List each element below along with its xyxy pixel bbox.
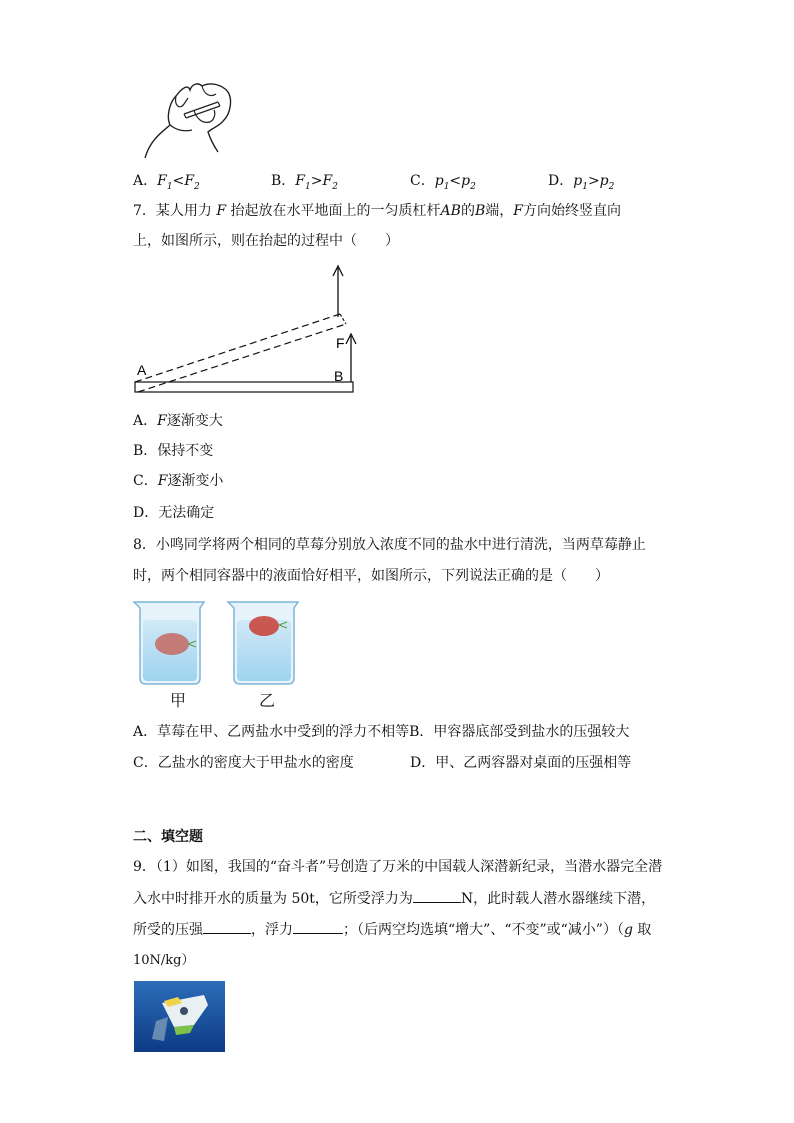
beaker-label-jia: 甲 <box>170 691 187 710</box>
q8-option-a[interactable]: A．草莓在甲、乙两盐水中受到的浮力不相等 <box>133 724 410 740</box>
lever-label-b: B <box>334 368 344 384</box>
q6-option-d[interactable]: D．$p_1>p_2$ <box>548 173 615 192</box>
q7-option-b[interactable]: B．保持不变 <box>133 443 214 459</box>
q7-stem-line1: 7．某人用力 F 抬起放在水平地面上的一匀质杠杆AB的B端，F方向始终竖直向 <box>133 203 621 219</box>
q8-option-d[interactable]: D．甲、乙两容器对桌面的压强相等 <box>410 755 632 771</box>
q8-stem-line2: 时，两个相同容器中的液面恰好相平，如图所示，下列说法正确的是（ ） <box>133 568 609 584</box>
q8-option-b[interactable]: B．甲容器底部受到盐水的压强较大 <box>409 724 630 740</box>
q9-blank-buoyancy[interactable] <box>413 888 461 903</box>
lever-label-a: A <box>137 362 147 378</box>
q9-stem-line3: 所受的压强 ，浮力 ；（后两空均选填“增大”、“不变”或“减小”）（g 取 <box>133 919 651 940</box>
q8-options-row1 <box>133 722 629 742</box>
q9-blank-pressure[interactable] <box>203 919 251 934</box>
q8-option-c[interactable]: C．乙盐水的密度大于甲盐水的密度 <box>133 755 354 771</box>
q7-option-d[interactable]: D．无法确定 <box>133 505 215 521</box>
hand-holding-pencil-figure <box>140 80 235 160</box>
section-title-fill-in: 二、填空题 <box>133 829 203 845</box>
q9-stem-line1: 9．（1）如图，我国的“奋斗者”号创造了万米的中国载人深潜新纪录，当潜水器完全潜 <box>133 859 663 875</box>
lever-label-f: F <box>336 335 345 351</box>
beaker-yi <box>228 602 298 684</box>
lever-figure <box>130 262 360 397</box>
submersible-photo <box>134 981 225 1052</box>
q9-stem-line4: 10N/kg） <box>133 953 195 968</box>
q6-option-b[interactable]: B．$F_1>F_2$ <box>271 173 338 192</box>
q9-stem-line2: 入水中时排开水的质量为 50t，它所受浮力为 N，此时载人潜水器继续下潜， <box>133 888 655 909</box>
q6-option-a[interactable]: A．$F_1<F_2$ <box>133 173 200 192</box>
q7-option-a[interactable]: A．F逐渐变大 <box>133 413 223 429</box>
beaker-label-yi: 乙 <box>259 691 276 710</box>
q6-option-c[interactable]: C．$p_1<p_2$ <box>410 173 476 192</box>
q8-stem-line1: 8．小鸣同学将两个相同的草莓分别放入浓度不同的盐水中进行清洗，当两草莓静止 <box>133 537 646 553</box>
q7-option-c[interactable]: C．F逐渐变小 <box>133 473 224 489</box>
beakers-figure <box>130 598 310 690</box>
beaker-jia <box>134 602 204 684</box>
q9-blank-buoyancy-change[interactable] <box>293 919 343 934</box>
q7-stem-line2: 上，如图所示，则在抬起的过程中（ ） <box>133 233 399 249</box>
